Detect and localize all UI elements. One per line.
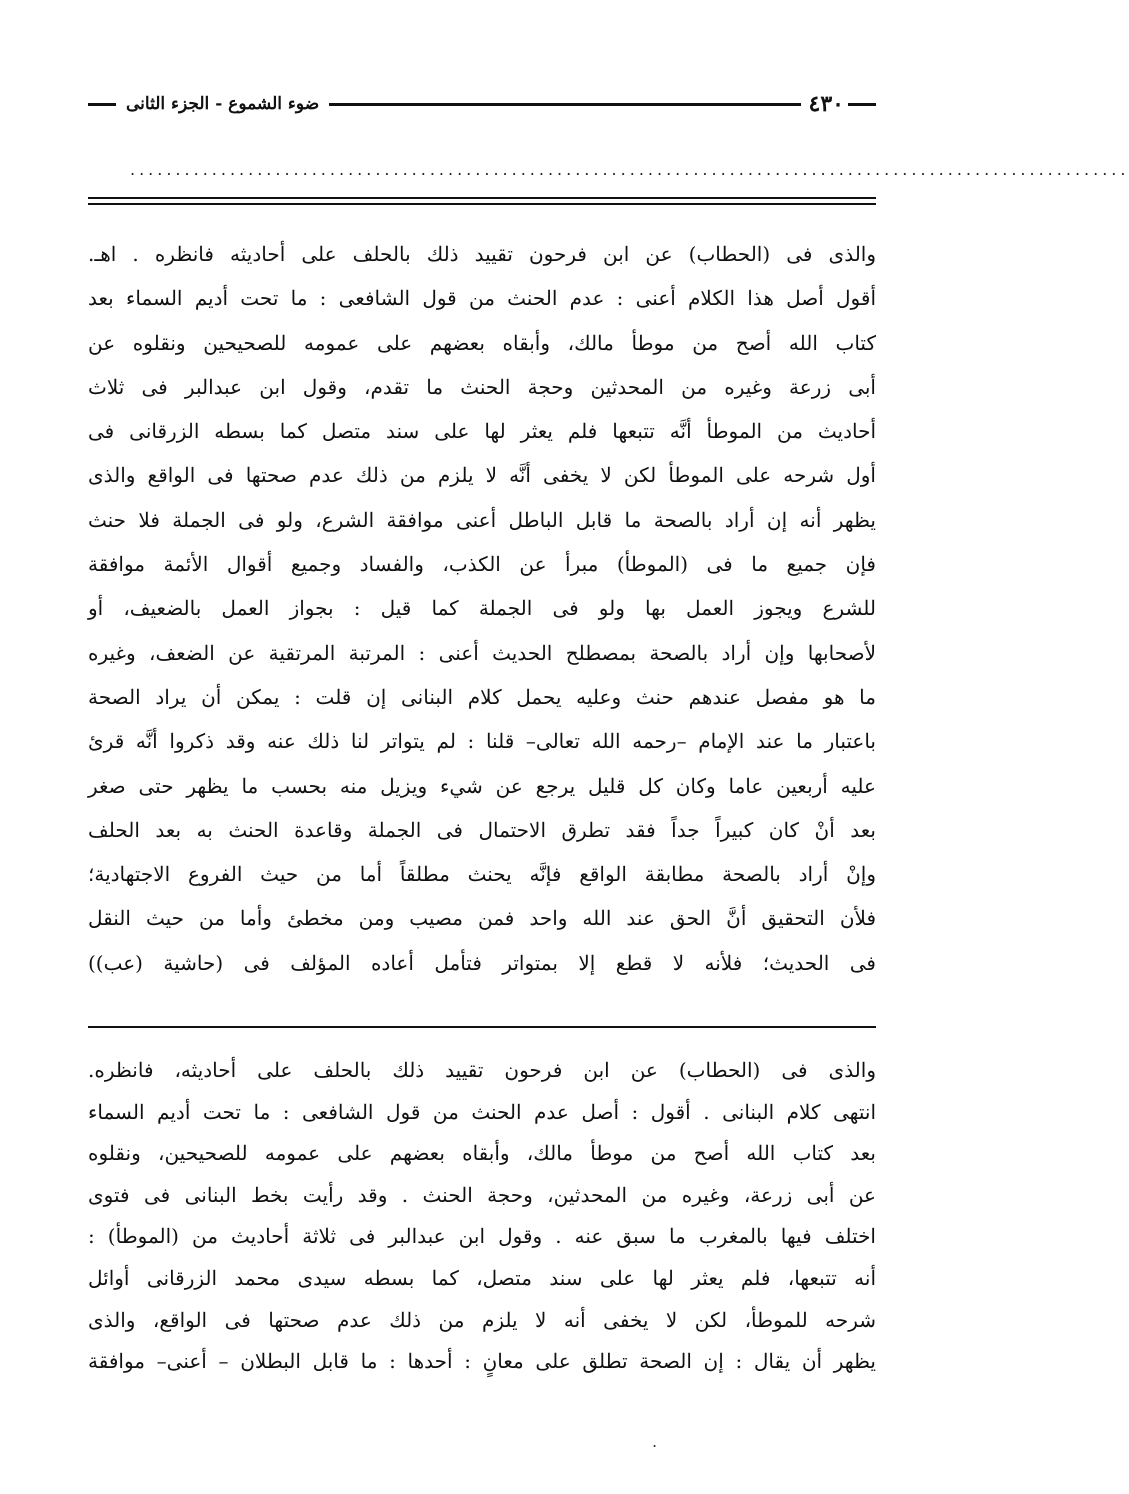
text-line: عليه أربعين عاما وكان كل قليل يرجع عن شيء ويزيل منه بحسب ما يظهر حتى صغر — [88, 773, 876, 798]
text-line: فلأن التحقيق أنَّ الحق عند الله واحد فمن مصيب ومن مخطئ وأما من حيث النقل — [88, 906, 876, 931]
text-line: فإن جميع ما فى (الموطأ) مبرأ عن الكذب، والفساد وجميع أقوال الأئمة موافقة — [88, 552, 876, 577]
text-line: أحاديث من الموطأ أنَّه تتبعها فلم يعثر لها على سند متصل كما بسطه الزرقانى فى — [88, 419, 876, 444]
text-line: لأصحابها وإن أراد بالصحة بمصطلح الحديث أعنى : المرتبة المرتقية عن الضعف، وغيره — [88, 640, 876, 665]
header-rule-middle — [329, 103, 800, 106]
text-line: كتاب الله أصح من موطأ مالك، وأبقاه بعضهم على عمومه للصحيحين ونقلوه عن — [88, 330, 876, 355]
text-line: عن أبى زرعة، وغيره من المحدثين، وحجة الحنث . وقد رأيت بخط البنانى فى فتوى — [88, 1182, 876, 1207]
text-line: باعتبار ما عند الإمام –رحمه الله تعالى– قلنا : لم يتواتر لنا ذلك عنه وقد ذكروا أنَّه قرئ — [88, 729, 876, 754]
double-rule-divider — [88, 197, 876, 205]
text-line: والذى فى (الحطاب) عن ابن فرحون تقييد ذلك بالحلف على أحاديثه، فانظره. — [88, 1058, 876, 1082]
text-line: شرحه للموطأ، لكن لا يخفى أنه لا يلزم من ذلك عدم صحتها فى الواقع، والذى — [88, 1307, 876, 1332]
text-line: والذى فى (الحطاب) عن ابن فرحون تقييد ذلك بالحلف على أحاديثه فانظره . اهـ. — [88, 242, 876, 266]
text-line: أول شرحه على الموطأ لكن لا يخفى أنَّه لا يلزم من ذلك عدم صحتها فى الواقع والذى — [88, 463, 876, 488]
text-line: أقول أصل هذا الكلام أعنى : عدم الحنث من قول الشافعى : ما تحت أديم السماء بعد — [88, 286, 876, 311]
text-line: فى الحديث؛ فلأنه لا قطع إلا بمتواتر فتأمل أعاده المؤلف فى (حاشية (عب)) — [88, 950, 876, 975]
upper-text-block — [88, 232, 876, 985]
text-line: للشرع ويجوز العمل بها ولو فى الجملة كما قيل : بجواز العمل بالضعيف، أو — [88, 596, 876, 621]
lower-text-block — [88, 1050, 876, 1383]
book-title: ضوء الشموع - الجزء الثانى — [126, 94, 320, 114]
text-line: بعد أنْ كان كبيراً جداً فقد تطرق الاحتمال فى الجملة وقاعدة الحنث به بعد الحلف — [88, 817, 877, 842]
text-line: ما هو مفصل عندهم حنث وعليه يحمل كلام البنانى إن قلت : يمكن أن يراد الصحة — [88, 684, 876, 709]
text-line: يظهر أنه إن أراد بالصحة ما قابل الباطل أعنى موافقة الشرع، ولو فى الجملة فلا حنث — [88, 507, 876, 532]
text-line: أنه تتبعها، فلم يعثر لها على سند متصل، كما بسطه سيدى محمد الزرقانى أوائل — [88, 1265, 876, 1290]
header-rule-start — [848, 103, 876, 106]
text-line: بعد كتاب الله أصح من موطأ مالك، وأبقاه بعضهم على عمومه للصحيحين، ونقلوه — [88, 1141, 876, 1166]
text-line: وإنْ أراد بالصحة مطابقة الواقع فإنَّه يحنث مطلقاً أما من حيث الفروع الاجتهادية؛ — [88, 862, 876, 887]
dotted-separator: .............................................................................................................. — [130, 160, 1129, 179]
text-line: انتهى كلام البنانى . أقول : أصل عدم الحنث من قول الشافعى : ما تحت أديم السماء — [88, 1099, 876, 1124]
page-number: ٤٣٠ — [808, 91, 844, 117]
text-line: اختلف فيها بالمغرب ما سبق عنه . وقول ابن عبدالبر فى ثلاثة أحاديث من (الموطأ) : — [88, 1224, 876, 1249]
running-header — [88, 88, 876, 120]
footer-mark: . — [652, 1432, 658, 1451]
text-line: أبى زرعة وغيره من المحدثين وحجة الحنث ما تقدم، وقول ابن عبدالبر فى ثلاث — [88, 374, 876, 399]
header-rule-end — [88, 103, 116, 106]
text-line: يظهر أن يقال : إن الصحة تطلق على معانٍ : أحدها : ما قابل البطلان – أعنى– موافقة — [88, 1349, 876, 1374]
section-divider — [88, 1026, 876, 1028]
